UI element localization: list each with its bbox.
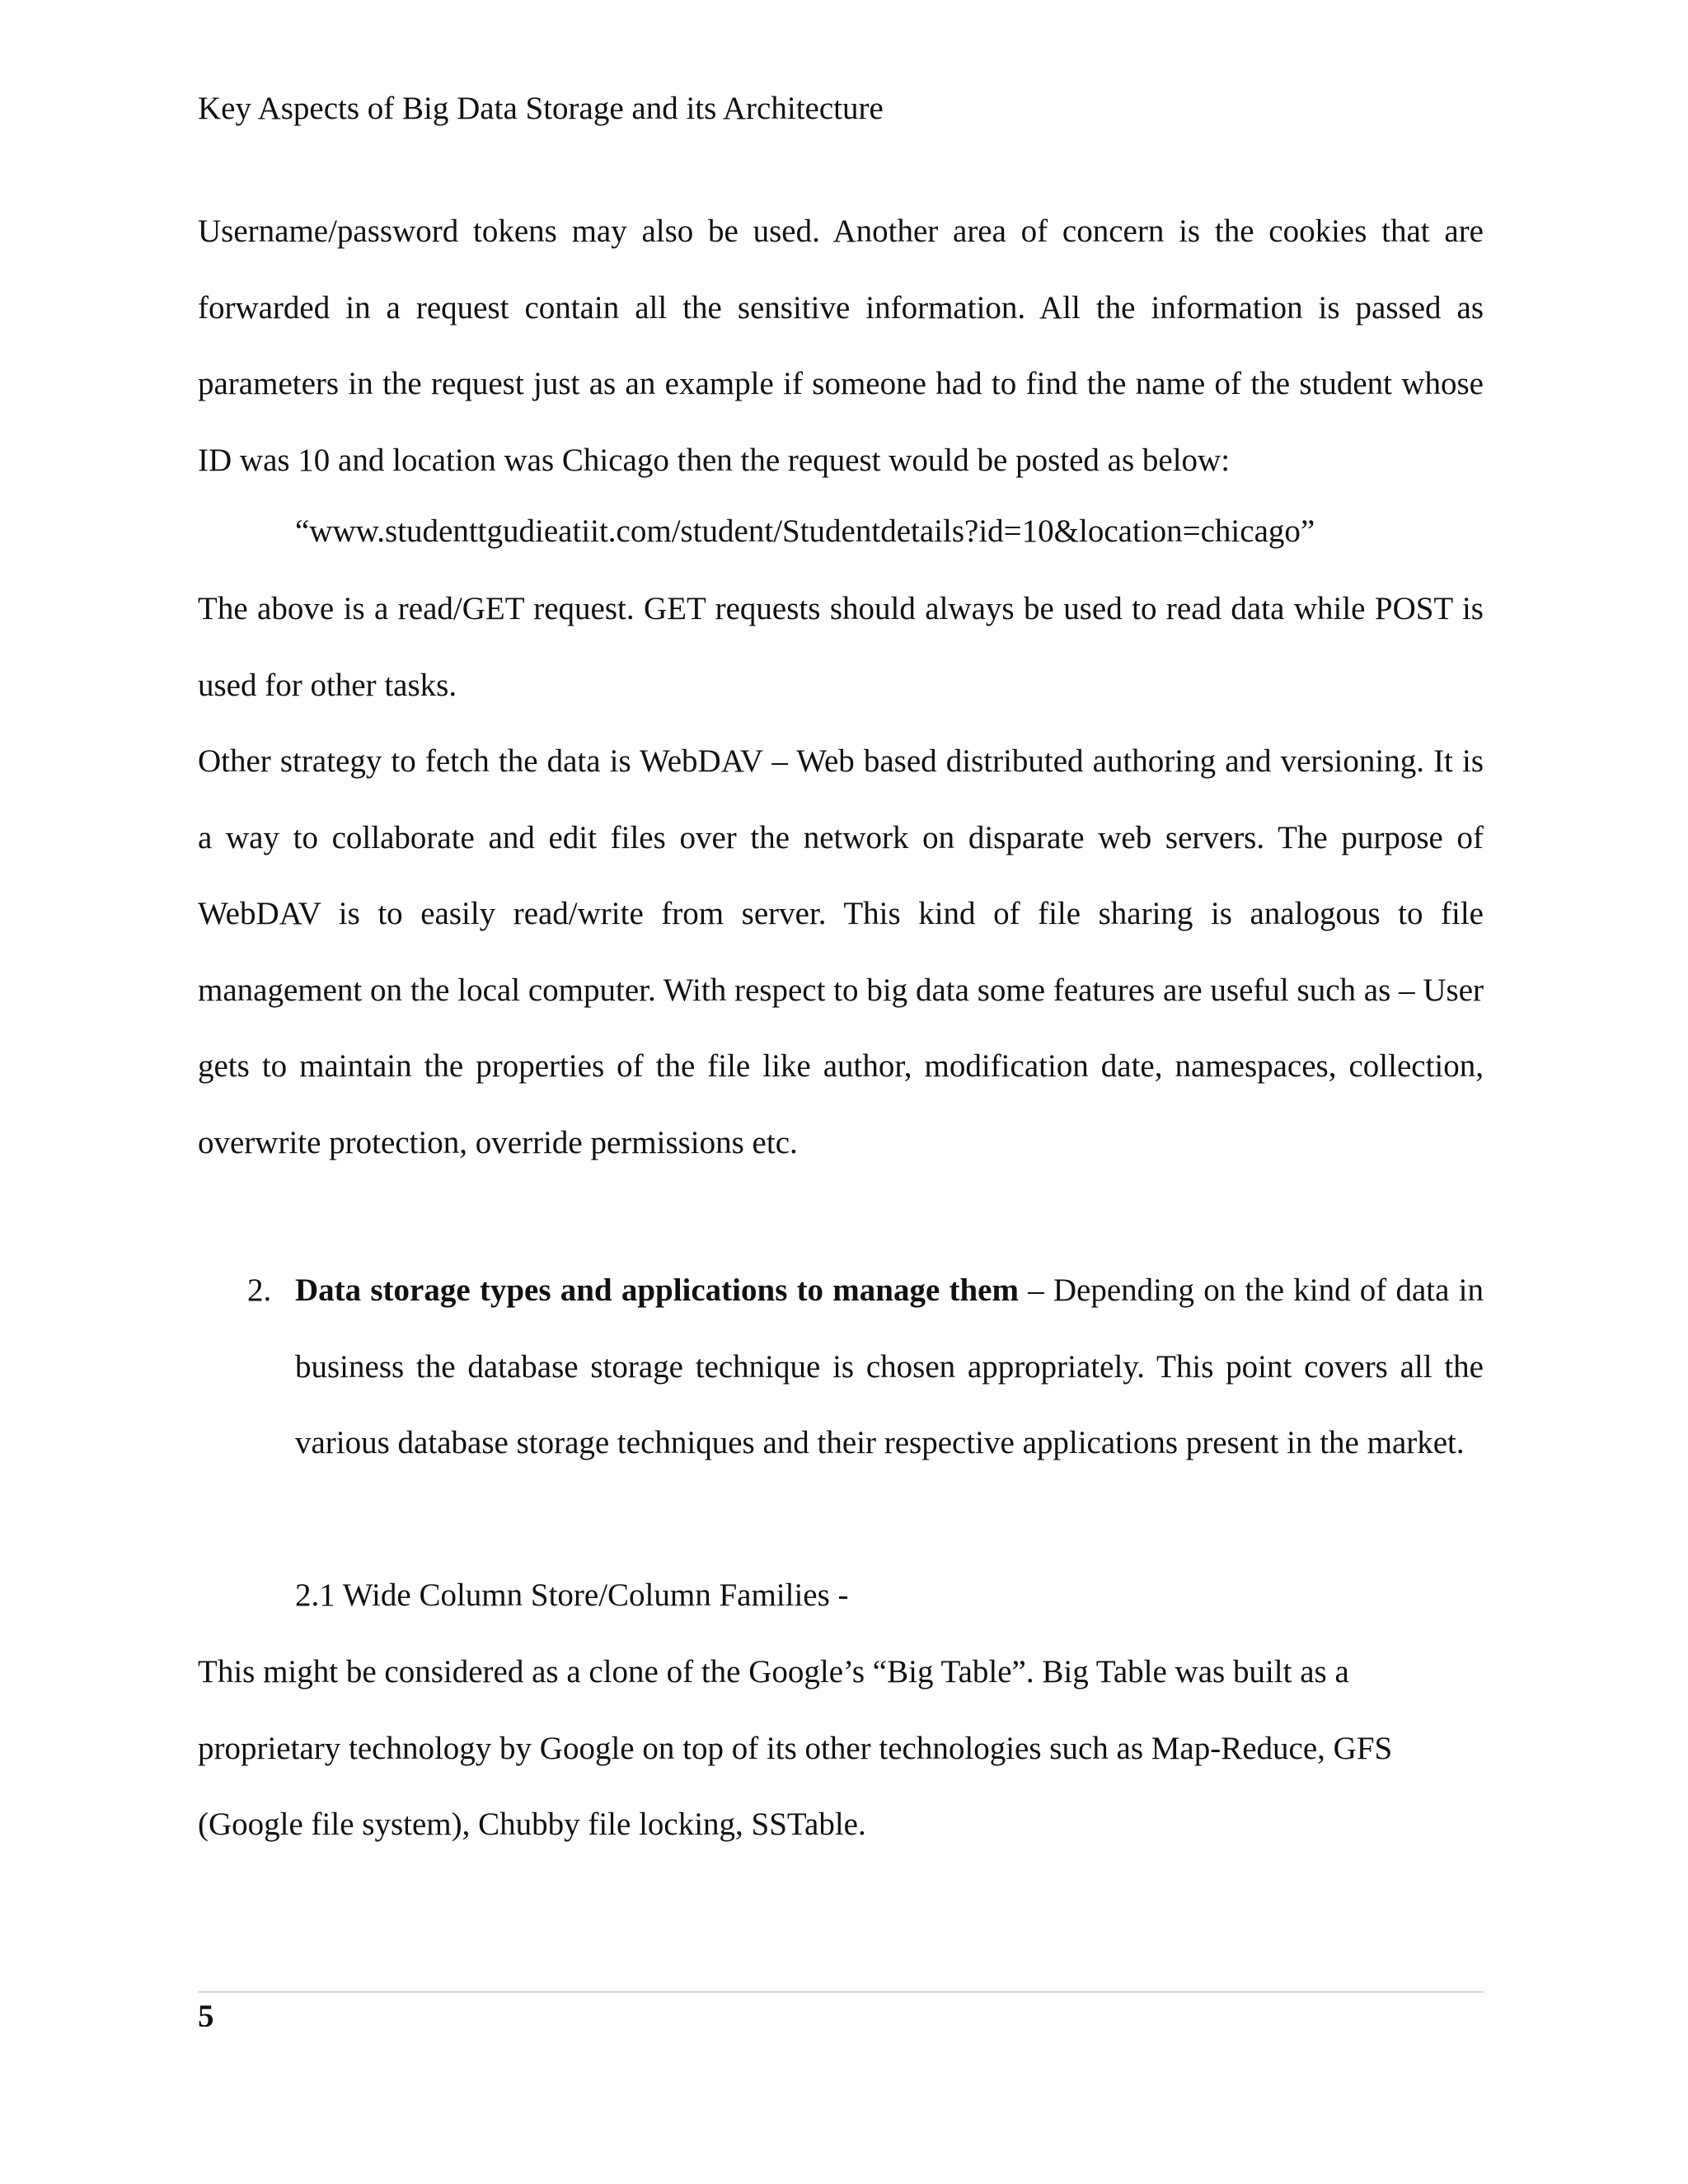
list-item-number: 2.	[247, 1272, 272, 1308]
paragraph-tokens-cookies: Username/password tokens may also be used. Another area of concern is the cookies that are forwarded in a request contain all the sensitive information. All the information is passed as parameters in the request just as an example if someone had to find the name of the student whose ID was 10 and location was Chicago then the request would be posted as below:	[198, 213, 1484, 478]
paragraph-big-table: This might be considered as a clone of the Google’s “Big Table”. Big Table was built as a proprietary technology by Google on top of its other technologies such as Map-Reduce, GFS (Google file system), Chubby file locking, SSTable.	[198, 1654, 1393, 1842]
list-item-data-storage-types	[247, 1253, 1484, 1482]
footer-divider	[198, 1991, 1484, 1993]
paragraph-get-request: The above is a read/GET request. GET requests should always be used to read data while POST is used for other tasks.	[198, 591, 1484, 703]
paragraph-webdav: Other strategy to fetch the data is WebDAV – Web based distributed authoring and versioning. It is a way to collaborate and edit files over the network on disparate web servers. The purpose of WebDAV is to easily read/write from server. This kind of file sharing is analogous to file management on the local computer. With respect to big data some features are useful such as – User gets to maintain the properties of the file like author, modification date, namespaces, collection, overwrite protection, override permissions etc.	[198, 743, 1484, 1160]
subheading-wide-column-store: 2.1 Wide Column Store/Column Families -	[295, 1577, 849, 1613]
page-number: 5	[198, 1999, 214, 2034]
page-header: Key Aspects of Big Data Storage and its Architecture	[198, 91, 884, 126]
list-item-title: Data storage types and applications to manage them	[295, 1272, 1019, 1308]
list-item-text: – Depending on the kind of data in business the database storage technique is chosen appropriately. This point covers all the various database storage techniques and their respective applications present in the market.	[295, 1272, 1484, 1460]
list-item-body	[295, 1253, 1484, 1482]
url-example: “www.studenttgudieatiit.com/student/Studentdetails?id=10&location=chicago”	[295, 513, 1315, 549]
